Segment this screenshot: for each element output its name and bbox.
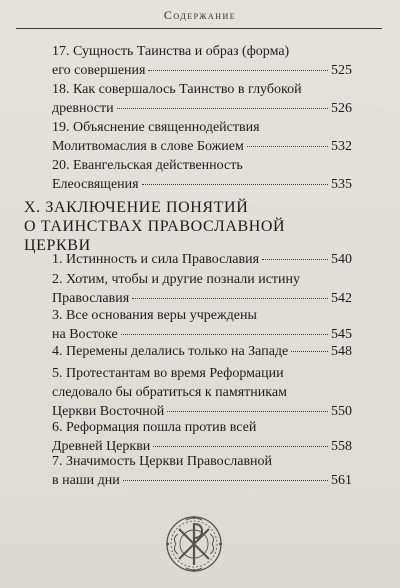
- toc-entry-line: на Востоке: [52, 327, 118, 342]
- page-number: 558: [331, 439, 352, 454]
- toc-entry-line: 1. Истинность и сила Православия: [52, 252, 260, 267]
- dot-leader: [132, 298, 328, 299]
- toc-entry-line: 6. Реформация пошла против всей: [52, 420, 257, 435]
- toc-entry-line: 5. Протестантам во время Реформации: [52, 366, 284, 381]
- toc-entry-line: Елеосвящения: [52, 177, 139, 192]
- dot-leader: [117, 108, 328, 109]
- toc-entry-line: Церкви Восточной: [52, 404, 165, 419]
- page-number: 545: [331, 327, 352, 342]
- page-number: 535: [331, 177, 352, 192]
- toc-entry[interactable]: [52, 342, 352, 361]
- dot-leader: [291, 351, 328, 352]
- toc-entry-line: 17. Сущность Таинства и образ (форма): [52, 44, 290, 59]
- toc-entry-line: Молитвомаслия в слове Божием: [52, 139, 244, 154]
- page-number: 532: [331, 139, 352, 154]
- toc-entry-line: 4. Перемены делались только на Западе: [52, 344, 289, 359]
- toc-entry[interactable]: [52, 418, 352, 456]
- dot-leader: [121, 334, 328, 335]
- page-number: 548: [331, 344, 352, 359]
- toc-entry[interactable]: [52, 364, 352, 421]
- page-number: 525: [331, 63, 352, 78]
- running-head: Содержание: [163, 8, 237, 22]
- toc-entry[interactable]: [52, 156, 352, 194]
- toc-entry[interactable]: [52, 118, 352, 156]
- dot-leader: [123, 480, 328, 481]
- toc-entry[interactable]: [52, 250, 352, 269]
- toc-entry-line: в наши дни: [52, 473, 120, 488]
- section-heading-line: ЦЕРКВИ: [24, 237, 91, 254]
- dot-leader: [142, 184, 328, 185]
- toc-entry-line: 7. Значимость Церкви Православной: [52, 454, 273, 469]
- toc-entry[interactable]: [52, 80, 352, 118]
- dot-leader: [262, 259, 328, 260]
- page-number: 542: [331, 291, 352, 306]
- toc-entry[interactable]: [52, 270, 352, 308]
- toc-entry-line: 18. Как совершалось Таинство в глубокой: [52, 82, 302, 97]
- toc-entry[interactable]: [52, 452, 352, 490]
- section-heading[interactable]: [24, 198, 364, 255]
- toc-entry-line: его совершения: [52, 63, 146, 78]
- toc-entry-line: 20. Евангельская действенность: [52, 158, 243, 173]
- toc-entry-line: Православия: [52, 291, 130, 306]
- toc-entry-line: 3. Все основания веры учреждены: [52, 308, 257, 323]
- chi-rho-ornament-icon: [164, 514, 224, 574]
- toc-entry-line: 2. Хотим, чтобы и другие познали истину: [52, 272, 301, 287]
- page-number: 526: [331, 101, 352, 116]
- dot-leader: [148, 70, 328, 71]
- page-number: 561: [331, 473, 352, 488]
- toc-entry-line: древности: [52, 101, 114, 116]
- page-number: 540: [331, 252, 352, 267]
- toc-entry-line: 19. Объяснение священнодействия: [52, 120, 260, 135]
- dot-leader: [167, 411, 328, 412]
- section-heading-line: О ТАИНСТВАХ ПРАВОСЛАВНОЙ: [24, 218, 286, 235]
- toc-entry-line: следовало бы обратиться к памятникам: [52, 385, 287, 400]
- dot-leader: [247, 146, 328, 147]
- page-number: 550: [331, 404, 352, 419]
- toc-entry-line: Древней Церкви: [52, 439, 151, 454]
- dot-leader: [153, 446, 328, 447]
- toc-entry[interactable]: [52, 42, 352, 80]
- section-heading-line: X. ЗАКЛЮЧЕНИЕ ПОНЯТИЙ: [24, 199, 249, 216]
- header-rule: [16, 28, 382, 29]
- toc-entry[interactable]: [52, 306, 352, 344]
